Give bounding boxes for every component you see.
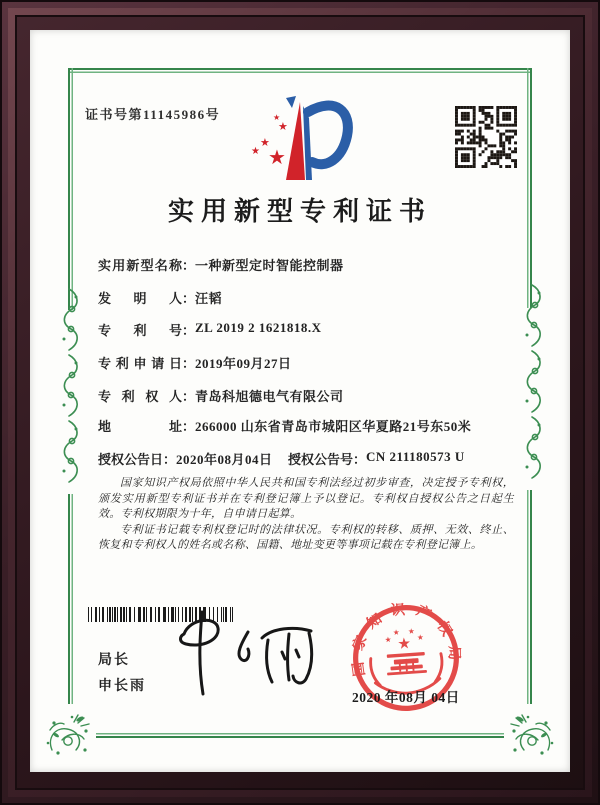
field-label: 实用新型名称 (98, 258, 182, 273)
svg-text:★: ★ (392, 627, 400, 638)
field-value: 一种新型定时智能控制器 (195, 258, 344, 273)
field-row-name (98, 255, 530, 274)
field-label: 专利号 (98, 323, 182, 338)
bottom-right-corner-ornament (508, 710, 556, 756)
border-right-line-lower (527, 490, 532, 704)
seal-text: 国家知识产权局 (349, 601, 462, 678)
grant-date-value: 2020年08月04日 (176, 452, 273, 467)
certificate-number: 证书号第11145986号 (85, 107, 221, 122)
field-row-application-date (98, 353, 530, 372)
field-colon: ： (163, 452, 177, 467)
svg-text:★: ★ (416, 632, 425, 643)
grant-number-label: 授权公告号 (288, 452, 354, 467)
field-value: 青岛科旭德电气有限公司 (195, 389, 344, 404)
svg-text:★: ★ (273, 113, 281, 122)
field-colon: ： (182, 389, 196, 404)
border-bottom-line (96, 733, 504, 738)
field-colon: ： (182, 356, 196, 371)
field-value: ZL 2019 2 1621818.X (195, 320, 322, 335)
field-row-inventor (98, 288, 530, 307)
border-left-line-lower (68, 494, 73, 704)
border-top-line (68, 68, 532, 73)
svg-text:★: ★ (260, 136, 270, 149)
field-row-grant (98, 449, 530, 468)
cnipa-logo (248, 96, 360, 184)
grant-number-value: CN 211180573 U (366, 449, 465, 464)
legal-paragraph-2: 专利证书记载专利权登记时的法律状况。专利权的转移、质押、无效、终止、恢复和专利权人的姓名或名称、国籍、地址变更等事项记载在专利登记簿上。 (98, 523, 514, 552)
left-border-flourish-ornament (54, 287, 84, 487)
bottom-left-corner-ornament (44, 710, 92, 756)
field-colon: ： (182, 323, 196, 338)
svg-text:★: ★ (384, 634, 392, 645)
field-value: 汪韬 (195, 291, 223, 306)
svg-text:★: ★ (251, 146, 260, 157)
field-row-patentee (98, 386, 530, 405)
svg-text:★: ★ (268, 145, 286, 169)
legal-paragraph-1: 国家知识产权局依照中华人民共和国专利法经过初步审查，决定授予专利权，颁发实用新型专利证书并在专利登记簿上予以登记。专利权自授权公告之日起生效。专利权期限为十年，自申请日起算。 (98, 477, 514, 521)
director-block (98, 648, 146, 700)
grant-date-label: 授权公告日 (98, 452, 164, 467)
field-value: 266000 山东省青岛市城阳区华夏路21号东50米 (195, 419, 472, 434)
field-colon: ： (182, 291, 196, 306)
field-label: 专利申请日 (98, 356, 182, 371)
field-value: 2019年09月27日 (195, 356, 292, 371)
director-name: 申长雨 (98, 679, 146, 694)
field-label: 专利权人 (98, 389, 182, 404)
legal-body-text (98, 476, 514, 554)
field-row-address (98, 416, 530, 435)
svg-text:★: ★ (278, 120, 288, 133)
svg-text:★: ★ (407, 626, 416, 637)
certificate-title: 实用新型专利证书 (167, 197, 432, 226)
field-label: 地址 (98, 419, 182, 434)
director-signature (172, 606, 322, 698)
director-title: 局长 (98, 653, 130, 668)
svg-text:★: ★ (396, 634, 412, 654)
field-colon: ： (353, 452, 367, 467)
qr-code (455, 106, 517, 168)
grant-number-group (288, 449, 465, 468)
field-label: 发明人 (98, 291, 182, 306)
field-colon: ： (182, 419, 196, 434)
field-row-patent-number (98, 320, 530, 339)
seal-date: 2020 年08月 04日 (352, 690, 460, 705)
field-colon: ： (182, 258, 196, 273)
seal-national-emblem (368, 625, 444, 696)
border-left-line-upper (68, 68, 73, 310)
